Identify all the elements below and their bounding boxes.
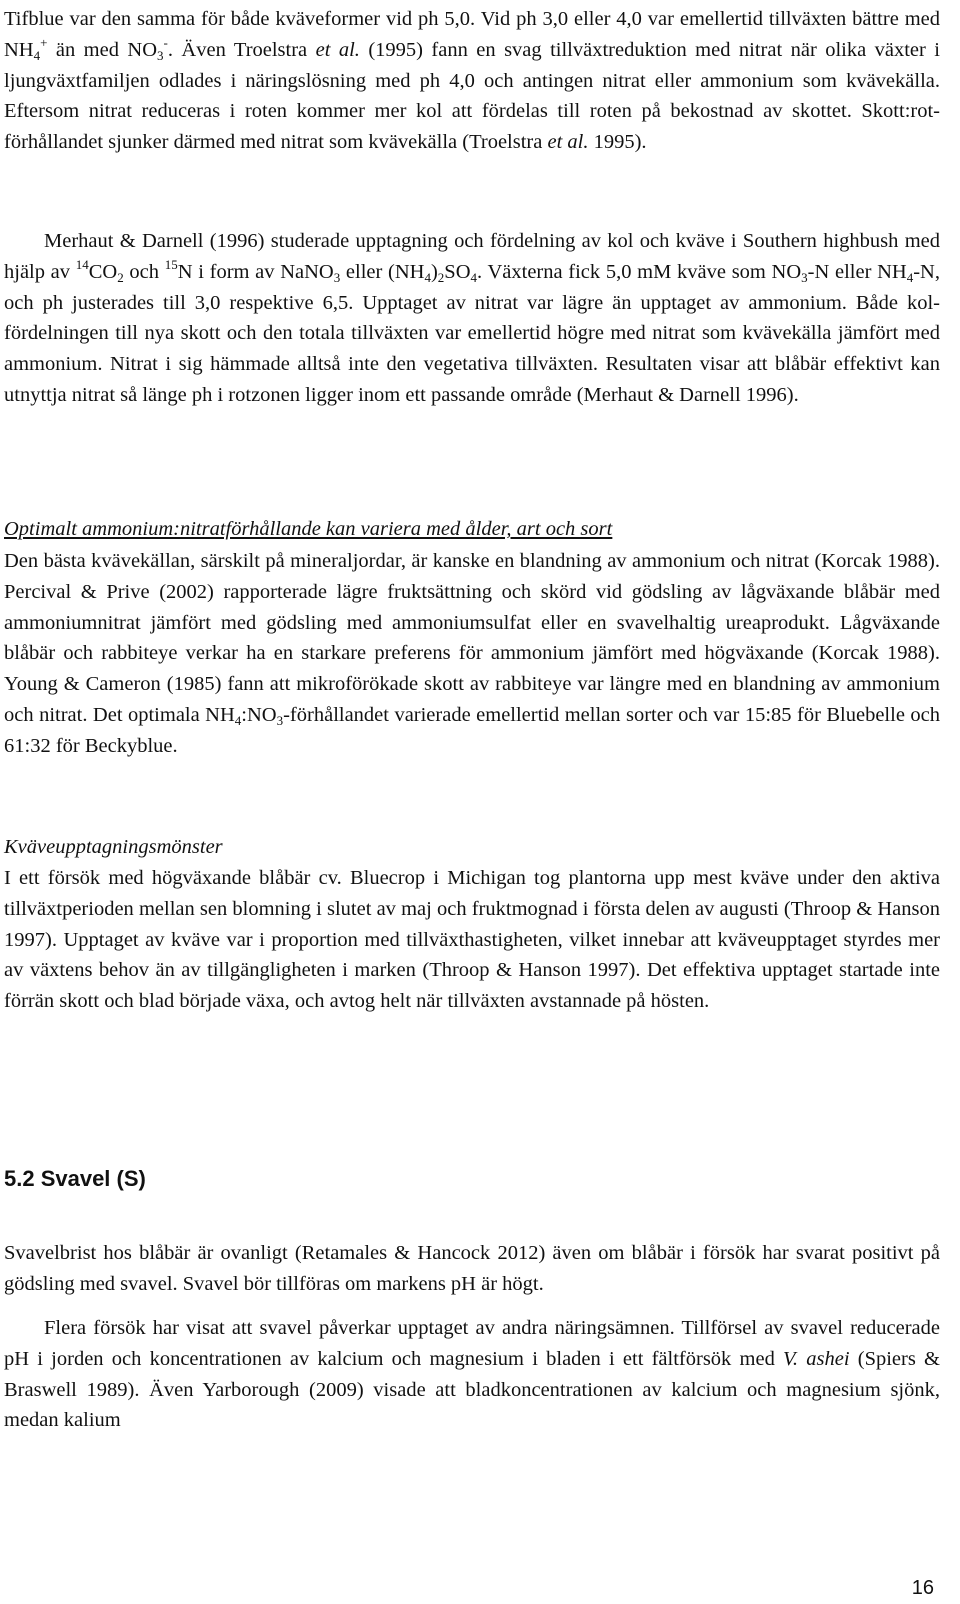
paragraph-uptake-pattern: I ett försök med högväxande blåbär cv. Bluecrop i Michigan tog plantorna upp mest kväve under den aktiva tillväxtperioden mellan sen blomning i slutet av maj och fruktmognad i första delen av augusti (Throop & Hanson 1997). Upptaget av kväve var i proportion med tillväxthastigheten, vilket innebar att kväveupptaget styrdes mer av växtens behov än av tillgängligheten i marken (Throop & Hanson 1997). Det effektiva upptaget startade inte förrän skott och blad började växa, och avtog helt när tillväxten avstannade på hösten. <box>4 867 940 1013</box>
subheading-ammonium-nitrate-ratio: Optimalt ammonium:nitratförhållande kan variera med ålder, art och sort <box>4 518 613 540</box>
section-title-sulfur: 5.2 Svavel (S) <box>4 1166 146 1191</box>
paragraph-nitrogen-source: Den bästa kvävekällan, särskilt på mineraljordar, är kanske en blandning av ammonium och nitrat (Korcak 1988). Percival & Prive (2002) rapporterade lägre fruktsättning och skörd vid gödsling av lågväxande blåbär med ammoniumnitrat jämfört med gödsling med ammoniumsulfat eller en svavelhaltig ureaprodukt. Lågväxande blåbär och rabbiteye verkar ha en starkare preferens för ammonium jämfört med högväxande (Korcak 1988). Young & Cameron (1985) fann att mikroförökade skott av rabbiteye var längre med en blandning av ammonium och nitrat. Det optimala $NH_4:NO_3$-förhållandet varierade emellertid mellan sorter och var 15:85 för Bluebelle och 61:32 för Beckyblue. <box>4 550 940 757</box>
subheading-uptake-pattern: Kväveupptagningsmönster <box>4 836 223 858</box>
paragraph-sulfur-deficiency: Svavelbrist hos blåbär är ovanligt (Retamales & Hancock 2012) även om blåbär i försök har svarat positivt på gödsling med svavel. Svavel bör tillföras om markens pH är högt. <box>4 1242 940 1295</box>
paragraph-sulfur-uptake: Flera försök har visat att svavel påverkar upptaget av andra näringsämnen. Tillförsel av svavel reducerade pH i jorden och koncentrationen av kalcium och magnesium i bladen i ett fältförsök med V. ashei (Spiers & Braswell 1989). Även Yarborough (2009) visade att bladkoncentrationen av kalcium och magnesium sjönk, medan kalium <box>4 1317 941 1432</box>
page-number: 16 <box>911 1577 934 1599</box>
paragraph-merhaut-darnell: Merhaut & Darnell (1996) studerade upptagning och fördelning av kol och kväve i Southern highbush med hjälp av $^{14}CO_2$ och $^{15}$N i form av NaNO$_3$ eller $(NH_4)_2SO_4$. Växterna fick 5,0 mM kväve som $NO_3-N$ eller $NH_4-N$, och ph justerades till 3,0 respektive 6,5. Upptaget av nitrat var lägre än upptaget av ammonium. Både kol-fördelningen till nya skott och den totala tillväxten var emellertid högre med nitrat som kvävekälla jämfört med ammonium. Nitrat i sig hämmade alltså inte den vegetativa tillväxten. Resultaten visar att blåbär effektivt kan utnyttja nitrat så länge ph i rotzonen ligger inom ett passande område (Merhaut & Darnell 1996). <box>4 230 940 406</box>
paragraph-ph-nitrate: Tifblue var den samma för både kväveformer vid ph 5,0. Vid ph 3,0 eller 4,0 var emellertid tillväxten bättre med $NH_4^+$ än med $NO_3^-$. Även Troelstra et al. (1995) fann en svag tillväxtreduktion med nitrat när olika växter i ljungväxtfamiljen odlades i näringslösning med ph 4,0 och antingen nitrat eller ammonium som kvävekälla. Eftersom nitrat reduceras i roten kommer mer kol att fördelas till roten på bekostnad av skottet. Skott:rot-förhållandet sjunker därmed med nitrat som kvävekälla (Troelstra et al. 1995). <box>4 8 940 154</box>
